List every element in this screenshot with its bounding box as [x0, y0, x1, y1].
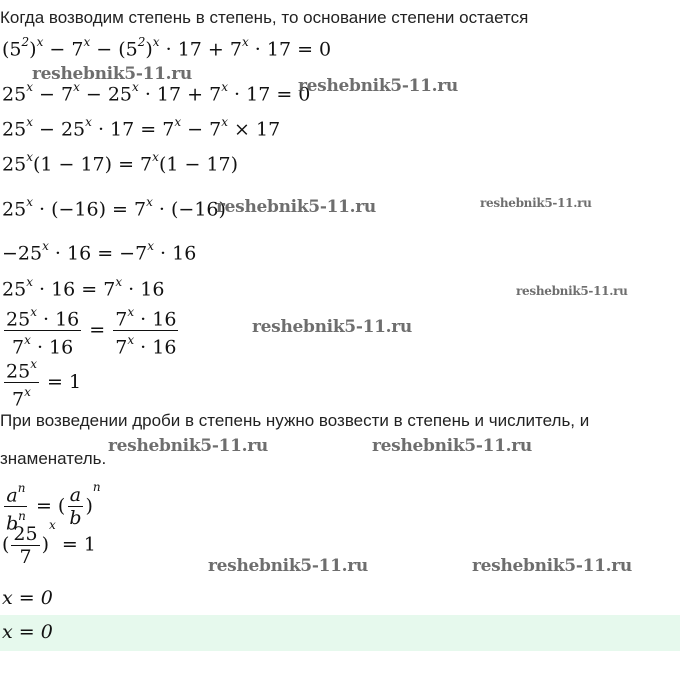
- fraction-an-bn: $\frac{a^n}{b^n}$: [6, 481, 26, 535]
- equation-3: $25^x - 25^x \cdot 17 = 7^x - 7^x \times 17$: [2, 115, 281, 141]
- watermark: reshebnik5-11.ru: [298, 76, 458, 96]
- fraction-25-7: $\frac{25}{7}$: [13, 523, 38, 568]
- watermark: reshebnik5-11.ru: [472, 556, 632, 576]
- watermark: reshebnik5-11.ru: [32, 64, 192, 84]
- equation-10: $\frac{a^n}{b^n}$ = ( $\frac{a}{b}$ )$^n$: [6, 479, 101, 535]
- watermark: reshebnik5-11.ru: [516, 284, 628, 298]
- watermark: reshebnik5-11.ru: [372, 436, 532, 456]
- answer-box: [0, 615, 680, 651]
- watermark: reshebnik5-11.ru: [208, 556, 368, 576]
- equation-11: ( $\frac{25}{7}$ )$^x$ = 1: [2, 518, 96, 568]
- fraction-left: $\frac{25^x \cdot 16}{7^x \cdot 16}$: [6, 305, 80, 359]
- watermark: reshebnik5-11.ru: [480, 196, 592, 210]
- watermark: reshebnik5-11.ru: [108, 436, 268, 456]
- equation-4: $25^x(1 - 17) = 7^x(1 - 17)$: [2, 150, 239, 176]
- intro-text: Когда возводим степень в степень, то основание степени остается: [0, 8, 529, 27]
- fraction-25x-7x: $\frac{25^x}{7^x}$: [6, 357, 37, 411]
- equation-9: $\frac{25^x}{7^x}$ = 1: [6, 357, 82, 411]
- fraction-a-b: $\frac{a}{b}$: [69, 484, 82, 530]
- equation-12: x = 0: [2, 587, 53, 609]
- explain-text-2: знаменатель.: [0, 449, 107, 468]
- equation-6: $-25^x \cdot 16 = -7^x \cdot 16$: [2, 239, 197, 265]
- equation-7: $25^x \cdot 16 = 7^x \cdot 16$: [2, 275, 165, 301]
- answer-value: x = 0: [2, 621, 53, 643]
- watermark: reshebnik5-11.ru: [252, 317, 412, 337]
- explain-text-1: При возведении дроби в степень нужно возвести в степень и числитель, и: [0, 411, 590, 430]
- fraction-right: $\frac{7^x \cdot 16}{7^x \cdot 16}$: [115, 305, 177, 359]
- equation-8: $\frac{25^x \cdot 16}{7^x \cdot 16}$ = $\frac{7^x \cdot 16}{7^x \cdot 16}$: [6, 305, 177, 359]
- equation-1: $(5^2)^x - 7^x - (5^2)^x \cdot 17 + 7^x \cdot 17 = 0$: [2, 35, 332, 61]
- equation-5: $25^x \cdot (-16) = 7^x \cdot (-16)$: [2, 195, 226, 221]
- equation-2: $25^x - 7^x - 25^x \cdot 17 + 7^x \cdot 17 = 0$: [2, 80, 311, 106]
- watermark: reshebnik5-11.ru: [216, 197, 376, 217]
